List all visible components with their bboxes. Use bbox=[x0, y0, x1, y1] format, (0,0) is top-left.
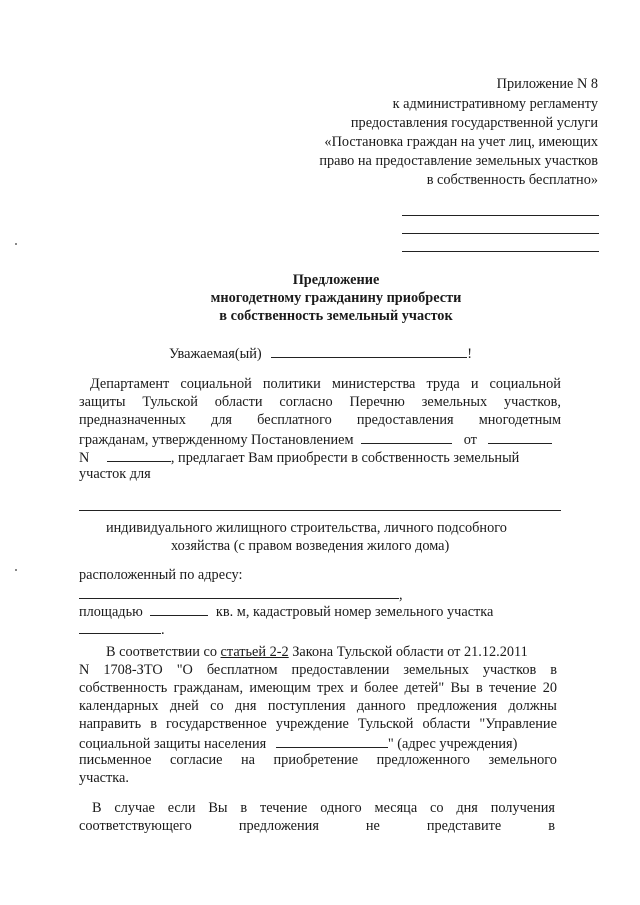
word: одного bbox=[320, 800, 362, 816]
header-line: «Постановка граждан на учет лиц, имеющих bbox=[324, 134, 598, 150]
word: учреждение bbox=[275, 716, 349, 732]
addressee-blank bbox=[402, 251, 599, 252]
word: в bbox=[240, 800, 248, 816]
word: площадью bbox=[79, 604, 143, 620]
word: труда bbox=[426, 376, 460, 392]
word: месяца bbox=[374, 800, 418, 816]
word: случае bbox=[114, 800, 155, 816]
word: предложенного bbox=[376, 752, 470, 768]
word: . bbox=[161, 622, 165, 638]
para2-line-2 bbox=[79, 661, 557, 679]
word: области bbox=[214, 394, 263, 410]
word: Тульской bbox=[357, 716, 414, 732]
scan-mark bbox=[15, 569, 17, 571]
address-label: расположенный по адресу: bbox=[79, 567, 243, 583]
para3-line-1 bbox=[92, 799, 555, 817]
area-line bbox=[79, 601, 493, 621]
word: для bbox=[211, 412, 233, 428]
word: земельного bbox=[488, 752, 557, 768]
word: области bbox=[422, 716, 471, 732]
title-line: многодетному гражданину приобрести bbox=[210, 290, 462, 306]
number-blank bbox=[107, 447, 171, 462]
word: если bbox=[167, 800, 196, 816]
para2-line-3 bbox=[79, 679, 557, 697]
word: участков, bbox=[504, 394, 561, 410]
word: данного bbox=[356, 698, 406, 714]
resolution-date-blank bbox=[488, 429, 552, 444]
word: в bbox=[550, 662, 557, 678]
addressee-blank bbox=[402, 233, 599, 234]
para1-line-2 bbox=[79, 393, 561, 411]
greeting-text: Уважаемая(ый) bbox=[169, 346, 262, 362]
word: гражданам, bbox=[173, 680, 244, 696]
addressee-blank bbox=[402, 215, 599, 216]
title-line: Предложение bbox=[292, 272, 380, 288]
greeting bbox=[169, 343, 472, 363]
word: и bbox=[470, 376, 479, 392]
word: "Управление bbox=[479, 716, 557, 732]
para2-line-8: участка. bbox=[79, 770, 129, 786]
word: со bbox=[210, 698, 224, 714]
word: 20 bbox=[542, 680, 557, 696]
word: дня bbox=[234, 698, 257, 714]
word: поступления bbox=[267, 698, 346, 714]
header-line: предоставления государственной услуги bbox=[350, 115, 598, 131]
word: земельных bbox=[403, 662, 469, 678]
para1-line-1 bbox=[90, 375, 561, 393]
word: " (адрес учреждения) bbox=[387, 736, 518, 752]
word: государственное bbox=[166, 716, 267, 732]
word: 1708-ЗТО bbox=[103, 662, 163, 678]
word: собственность bbox=[79, 680, 168, 696]
word: земельных bbox=[421, 394, 488, 410]
title-line: в собственность земельный участок bbox=[219, 308, 453, 324]
word: Закона Тульской области от 21.12.2011 bbox=[292, 644, 528, 660]
word: от bbox=[463, 432, 477, 448]
word: в bbox=[150, 716, 157, 732]
word: В bbox=[92, 800, 102, 816]
word: бесплатного bbox=[257, 412, 332, 428]
resolution-number-blank bbox=[361, 429, 452, 444]
word: Перечню bbox=[349, 394, 405, 410]
word: социальной bbox=[180, 376, 252, 392]
word: должны bbox=[508, 698, 557, 714]
word: письменное bbox=[79, 752, 152, 768]
word: участков bbox=[482, 662, 537, 678]
para1-line-4 bbox=[79, 429, 552, 449]
word: социальной bbox=[489, 376, 561, 392]
area-blank bbox=[150, 601, 208, 616]
word: Вы bbox=[450, 680, 470, 696]
para2-line-4 bbox=[79, 697, 557, 715]
word: министерства bbox=[331, 376, 416, 392]
word: предоставления bbox=[356, 412, 454, 428]
word: и bbox=[350, 680, 358, 696]
word: предложения bbox=[416, 698, 498, 714]
word: течение bbox=[259, 800, 308, 816]
purpose-line: индивидуального жилищного строительства, личного подсобного bbox=[106, 520, 507, 536]
cadastral-line bbox=[79, 619, 165, 639]
word: защиты bbox=[79, 394, 126, 410]
scan-mark bbox=[15, 243, 17, 245]
law-article-link[interactable]: статьей 2-2 bbox=[220, 644, 289, 660]
word: политики bbox=[262, 376, 321, 392]
word: N bbox=[79, 450, 90, 466]
greeting-end: ! bbox=[467, 346, 472, 362]
word: "О bbox=[176, 662, 193, 678]
word: в bbox=[475, 680, 483, 696]
word: направить bbox=[79, 716, 142, 732]
word: Тульской bbox=[142, 394, 198, 410]
word: многодетным bbox=[478, 412, 561, 428]
word: в bbox=[548, 818, 555, 834]
recipient-name-blank bbox=[271, 343, 467, 358]
word: Вы bbox=[208, 800, 228, 816]
word: имеющим bbox=[249, 680, 311, 696]
header-line: в собственность бесплатно» bbox=[426, 172, 598, 188]
para3-line-2 bbox=[79, 817, 555, 835]
word: не bbox=[365, 818, 380, 834]
purpose-line: хозяйства (с правом возведения жилого дома) bbox=[171, 538, 450, 554]
word: дней bbox=[169, 698, 199, 714]
word: более bbox=[364, 680, 399, 696]
cadastral-number-blank bbox=[79, 619, 161, 634]
word: течение bbox=[488, 680, 537, 696]
word: приобретение bbox=[273, 752, 359, 768]
word: кв. м, кадастровый номер земельного участка bbox=[215, 604, 494, 620]
word: детей" bbox=[404, 680, 445, 696]
institution-blank bbox=[276, 733, 388, 748]
para2-line-7 bbox=[79, 751, 557, 769]
word: соответствующего bbox=[79, 818, 192, 834]
para2-line-5 bbox=[79, 715, 557, 733]
word: трех bbox=[317, 680, 344, 696]
word: календарных bbox=[79, 698, 159, 714]
word: социальной защиты населения bbox=[79, 736, 267, 752]
word: представите bbox=[426, 818, 502, 834]
word: , bbox=[399, 587, 403, 603]
word: Департамент bbox=[90, 376, 170, 392]
para1-line-3 bbox=[79, 411, 561, 429]
word: на bbox=[241, 752, 256, 768]
para1-line-6: участок для bbox=[79, 466, 151, 482]
header-line: право на предоставление земельных участков bbox=[319, 153, 598, 169]
word: предложения bbox=[238, 818, 319, 834]
para1-line-5 bbox=[79, 447, 519, 467]
word: предоставлении bbox=[291, 662, 390, 678]
para2-line-1 bbox=[106, 643, 528, 661]
word: со bbox=[430, 800, 444, 816]
header-line: к административному регламенту bbox=[392, 96, 598, 112]
word: гражданам, утвержденному Постановлением bbox=[79, 432, 354, 448]
word: , предлагает Вам приобрести в собственность земельный bbox=[170, 450, 520, 466]
para2-line-6 bbox=[79, 733, 517, 753]
purpose-blank bbox=[79, 510, 561, 511]
word: бесплатном bbox=[206, 662, 278, 678]
word: В соответствии со bbox=[106, 644, 217, 660]
word: N bbox=[79, 662, 90, 678]
word: предназначенных bbox=[79, 412, 186, 428]
word: дня bbox=[456, 800, 478, 816]
word: согласно bbox=[279, 394, 333, 410]
word: согласие bbox=[170, 752, 223, 768]
address-blank bbox=[79, 584, 399, 599]
appendix-number: Приложение N 8 bbox=[496, 76, 598, 92]
word: получения bbox=[490, 800, 555, 816]
